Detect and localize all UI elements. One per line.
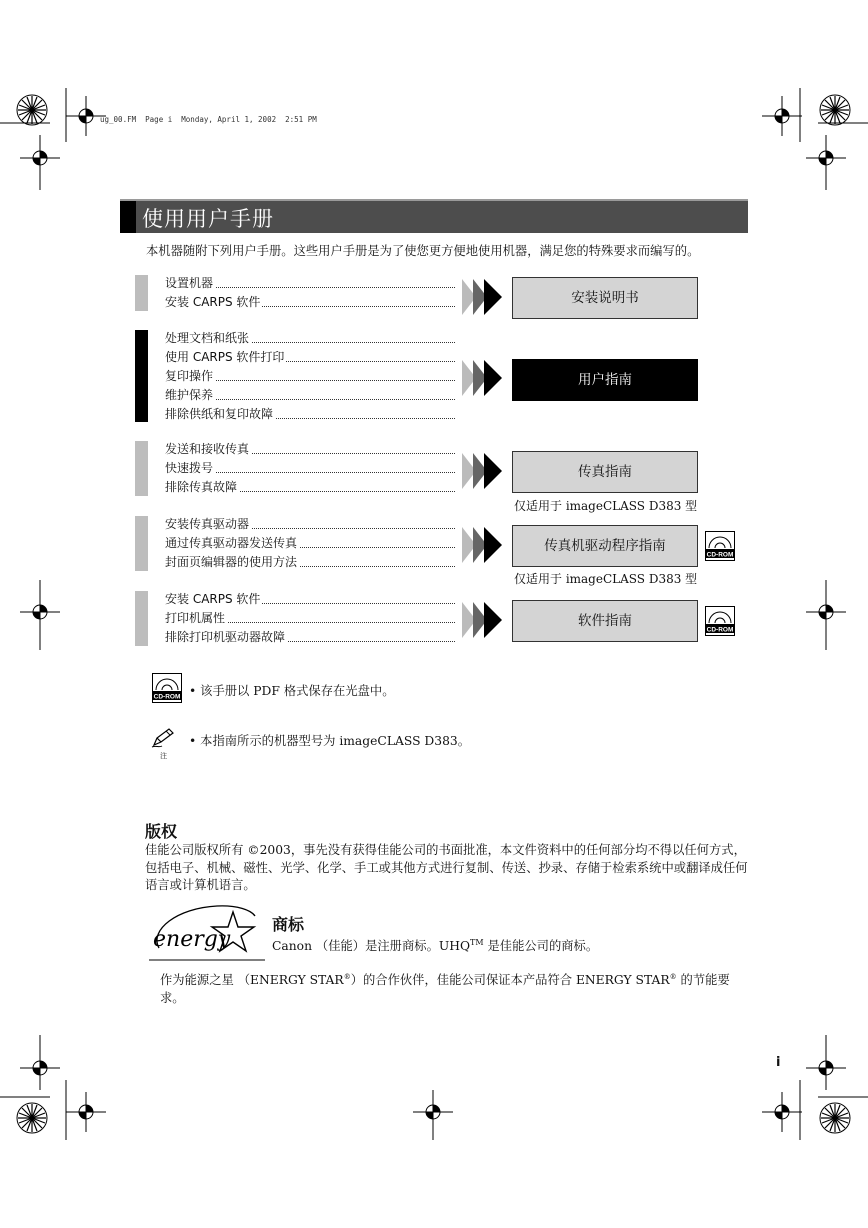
svg-text:energy: energy: [153, 927, 231, 952]
guide-box: 安装说明书: [512, 277, 698, 319]
energy-star-text: 作为能源之星 （ENERGY STAR®）的合作伙伴，佳能公司保证本产品符合 ENERGY STAR® 的节能要求。: [160, 973, 730, 1005]
contents-item: 安装 CARPS 软件: [165, 590, 455, 609]
contents-item: 封面页编辑器的使用方法: [165, 553, 455, 572]
intro-paragraph: 本机器随附下列用户手册。这些用户手册是为了使您更方便地使用机器，满足您的特殊要求而编写的。: [146, 244, 700, 258]
guide-box: 用户指南: [512, 359, 698, 401]
contents-item: 复印操作: [165, 367, 455, 386]
contents-item: 处理文档和纸张: [165, 329, 455, 348]
svg-text:CD-ROM: CD-ROM: [706, 551, 734, 559]
group-bar: [135, 516, 148, 571]
cd-rom-icon: [705, 531, 735, 561]
arrow-icon: [462, 279, 502, 315]
arrow-icon: [462, 602, 502, 638]
cd-note: • 该手册以 PDF 格式保存在光盘中。: [189, 684, 395, 698]
contents-item: 发送和接收传真: [165, 440, 455, 459]
arrow-icon: [462, 527, 502, 563]
guide-box: 传真机驱动程序指南: [512, 525, 698, 567]
arrow-icon: [462, 453, 502, 489]
contents-item: 通过传真驱动器发送传真: [165, 534, 455, 553]
guide-box: 软件指南: [512, 600, 698, 642]
trademark-heading: 商标: [272, 915, 305, 934]
arrow-icon: [462, 360, 502, 396]
group-bar: [135, 441, 148, 496]
page-number: i: [776, 1055, 781, 1070]
page-title: 使用用户手册: [142, 207, 274, 231]
print-slug: ug_00.FM Page i Monday, April 1, 2002 2:51 PM: [100, 115, 317, 124]
model-note: 仅适用于 imageCLASS D383 型: [514, 499, 698, 513]
contents-item: 设置机器: [165, 274, 455, 293]
svg-text:CD-ROM: CD-ROM: [706, 626, 734, 634]
guide-box: 传真指南: [512, 451, 698, 493]
contents-item: 安装 CARPS 软件: [165, 293, 455, 312]
group-bar: [135, 591, 148, 646]
copyright-heading: 版权: [145, 822, 178, 841]
group-bar: [135, 330, 148, 422]
contents-item: 打印机属性: [165, 609, 455, 628]
contents-item: 安装传真驱动器: [165, 515, 455, 534]
copyright-text: 佳能公司版权所有 ©2003，事先没有获得佳能公司的书面批准，本文件资料中的任何部分均不得以任何方式，包括电子、机械、磁性、光学、化学、手工或其他方式进行复制、传送、抄录、存储于检索系统中或翻译成任何语言或计算机语言。: [145, 843, 748, 892]
svg-text:CD-ROM: CD-ROM: [153, 693, 181, 701]
contents-item: 使用 CARPS 软件打印: [165, 348, 455, 367]
model-note-text: • 本指南所示的机器型号为 imageCLASS D383。: [189, 734, 471, 748]
contents-item: 排除传真故障: [165, 478, 455, 497]
contents-item: 排除打印机驱动器故障: [165, 628, 455, 647]
group-bar: [135, 275, 148, 311]
contents-item: 维护保养: [165, 386, 455, 405]
title-bar: [120, 199, 748, 233]
contents-item: 排除供纸和复印故障: [165, 405, 455, 424]
energy-star-logo: [147, 900, 265, 962]
cd-rom-icon: [705, 606, 735, 636]
cd-rom-icon: [152, 673, 182, 703]
title-notch: [120, 201, 136, 233]
contents-item: 快速拨号: [165, 459, 455, 478]
trademark-text: Canon （佳能）是注册商标。UHQ™ 是佳能公司的商标。: [272, 937, 599, 953]
pencil-icon: [150, 727, 176, 749]
note-caption: 注: [160, 752, 167, 760]
model-note: 仅适用于 imageCLASS D383 型: [514, 572, 698, 586]
